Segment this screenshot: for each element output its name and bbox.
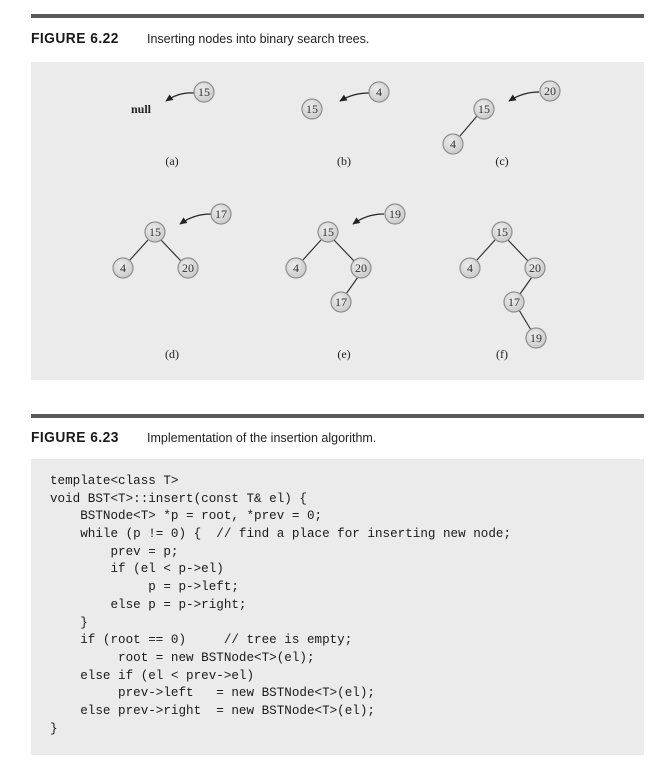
null-label: null xyxy=(130,102,152,116)
figure-caption: Implementation of the insertion algorithm. xyxy=(147,431,377,445)
new-node xyxy=(211,204,231,224)
svg-text:4: 4 xyxy=(376,85,382,99)
code-line: else if (el < prev->el) xyxy=(50,668,255,683)
svg-text:4: 4 xyxy=(293,261,299,275)
new-node xyxy=(369,82,389,102)
tree-node xyxy=(504,292,524,312)
svg-text:20: 20 xyxy=(355,261,367,275)
tree-edge xyxy=(302,240,321,261)
code-line: if (el < p->el) xyxy=(50,562,224,577)
tree-edge xyxy=(476,240,495,261)
code-line: else prev->right = new BSTNode<T>(el); xyxy=(50,703,375,718)
tree-node xyxy=(460,258,480,278)
figure-top-rule xyxy=(31,414,644,418)
tree-node xyxy=(331,292,351,312)
svg-text:4: 4 xyxy=(467,261,473,275)
tree-edge xyxy=(334,240,354,261)
insertion-arrow xyxy=(509,92,539,101)
tree-edge xyxy=(460,116,477,136)
code-line: } xyxy=(50,615,88,630)
code-line: BSTNode<T> *p = root, *prev = 0; xyxy=(50,509,323,524)
subfigure-f xyxy=(460,222,546,361)
svg-text:17: 17 xyxy=(215,207,227,221)
subfigure-e xyxy=(286,204,405,361)
tree-edge xyxy=(129,240,148,261)
subfigure-label: (c) xyxy=(495,154,509,168)
svg-text:20: 20 xyxy=(544,84,556,98)
insertion-arrow xyxy=(180,214,211,224)
tree-edge xyxy=(508,240,528,261)
svg-text:4: 4 xyxy=(120,261,126,275)
svg-text:17: 17 xyxy=(335,295,347,309)
figure-6-23-header xyxy=(31,429,644,453)
tree-node xyxy=(113,258,133,278)
tree-edge xyxy=(161,240,181,261)
subfigure-b xyxy=(302,82,389,168)
subfigure-label: (b) xyxy=(337,154,351,168)
code-line: root = new BSTNode<T>(el); xyxy=(50,650,315,665)
tree-node xyxy=(443,134,463,154)
tree-edge xyxy=(519,310,531,330)
tree-node xyxy=(286,258,306,278)
subfigure-label: (d) xyxy=(165,347,179,361)
tree-node xyxy=(474,99,494,119)
tree-node xyxy=(145,222,165,242)
svg-text:15: 15 xyxy=(478,102,490,116)
code-line: void BST<T>::insert(const T& el) { xyxy=(50,491,307,506)
code-line: prev = p; xyxy=(50,544,179,559)
svg-text:19: 19 xyxy=(530,331,542,345)
tree-node xyxy=(302,99,322,119)
code-line: while (p != 0) { // find a place for inserting new node; xyxy=(50,527,512,542)
new-node xyxy=(540,81,560,101)
subfigure-a xyxy=(131,82,214,168)
tree-edge xyxy=(346,277,358,294)
subfigure-d xyxy=(113,204,231,361)
code-line: if (root == 0) // tree is empty; xyxy=(50,633,353,648)
bst-diagrams xyxy=(31,62,644,380)
figure-number: FIGURE 6.23 xyxy=(31,429,119,446)
figure-number: FIGURE 6.22 xyxy=(31,30,119,47)
code-listing xyxy=(50,473,630,738)
svg-text:19: 19 xyxy=(389,207,401,221)
svg-text:15: 15 xyxy=(149,225,161,239)
code-line: p = p->left; xyxy=(50,580,239,595)
svg-text:4: 4 xyxy=(450,137,456,151)
insertion-arrow xyxy=(353,214,384,224)
figure-6-22-header xyxy=(31,30,644,54)
tree-node xyxy=(318,222,338,242)
insertion-arrow xyxy=(340,93,369,101)
svg-text:20: 20 xyxy=(529,261,541,275)
svg-text:20: 20 xyxy=(182,261,194,275)
code-line: else p = p->right; xyxy=(50,597,247,612)
new-node xyxy=(194,82,214,102)
svg-text:15: 15 xyxy=(198,85,210,99)
code-line: } xyxy=(50,721,58,736)
tree-node xyxy=(525,258,545,278)
code-line: prev->left = new BSTNode<T>(el); xyxy=(50,686,375,701)
bst-insertion-figure-panel xyxy=(31,62,644,380)
subfigure-label: (f) xyxy=(496,347,508,361)
tree-node xyxy=(178,258,198,278)
new-node xyxy=(385,204,405,224)
svg-text:15: 15 xyxy=(306,102,318,116)
tree-node xyxy=(351,258,371,278)
tree-edge xyxy=(520,277,532,294)
subfigure-label: (a) xyxy=(165,154,179,168)
figure-top-rule xyxy=(31,14,644,18)
tree-node xyxy=(526,328,546,348)
insertion-arrow xyxy=(166,93,194,101)
svg-text:15: 15 xyxy=(496,225,508,239)
code-line: template<class T> xyxy=(50,474,179,488)
subfigure-label: (e) xyxy=(337,347,351,361)
figure-caption: Inserting nodes into binary search trees. xyxy=(147,32,370,46)
svg-text:15: 15 xyxy=(322,225,334,239)
tree-node xyxy=(492,222,512,242)
subfigure-c xyxy=(443,81,560,168)
svg-text:17: 17 xyxy=(508,295,520,309)
